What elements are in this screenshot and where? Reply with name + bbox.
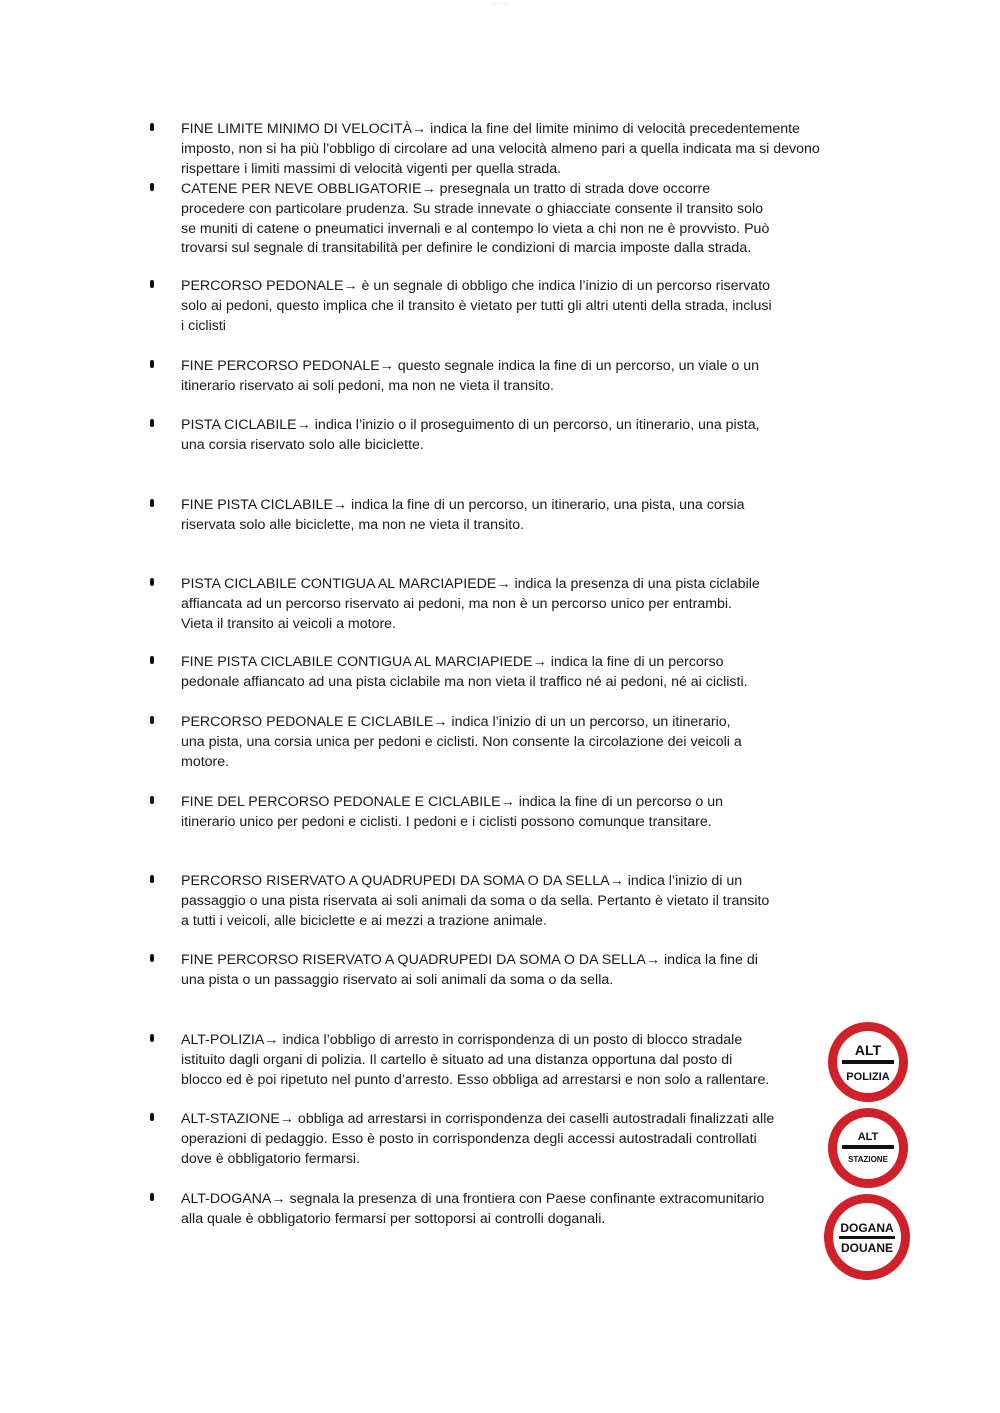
bullet-icon (150, 716, 154, 724)
bullet-icon (150, 1193, 154, 1201)
list-item-text (181, 653, 748, 693)
alt-stazione-top-label: ALT (857, 1131, 879, 1143)
bullet-icon (150, 796, 154, 804)
page-header-mark: - - - - - - (493, 0, 507, 5)
list-item-line: CATENE PER NEVE OBBLIGATORIE→ presegnala un tratto di strada dove occorre (181, 181, 711, 197)
list-item-text (181, 713, 742, 772)
alt-polizia-top-label: ALT (854, 1042, 882, 1058)
list-item-line: rispettare i limiti massimi di velocità vigenti per quella strada. (181, 160, 562, 177)
list-item-line: FINE PISTA CICLABILE→ indica la fine di un percorso, un itinerario, una pista, una corsia (181, 497, 745, 513)
list-item-line: PERCORSO PEDONALE E CICLABILE→ indica l’inizio di un un percorso, un itinerario, (181, 714, 731, 730)
list-item-line: solo ai pedoni, questo implica che il transito è vietato per tutti gli altri utenti della strada, inclusi (181, 297, 772, 314)
bullet-icon (150, 1034, 154, 1042)
list-item-line: alla quale è obbligatorio fermarsi per sottoporsi ai controlli doganali. (181, 1210, 606, 1227)
list-item-line: istituito dagli organi di polizia. Il cartello è situato ad una distanza opportuna dal posto di (181, 1051, 733, 1068)
dogana-douane-sign-icon (822, 1192, 912, 1282)
list-item-line: una corsia riservato solo alle biciclette. (181, 436, 424, 453)
list-item-line: itinerario unico per pedoni e ciclisti. I pedoni e i ciclisti possono comunque transitare. (181, 813, 712, 830)
list-item-line: imposto, non si ha più l’obbligo di circolare ad una velocità almeno pari a quella indicata ma si devono (181, 140, 820, 157)
list-item-line: dove è obbligatorio fermarsi. (181, 1150, 361, 1167)
list-item-text (181, 496, 745, 536)
list-item-text (181, 120, 820, 179)
dogana-top-label: DOGANA (840, 1221, 894, 1235)
list-item-line: itinerario riservato ai soli pedoni, ma non ne vieta il transito. (181, 377, 555, 394)
bullet-icon (150, 499, 154, 507)
list-item-line: PERCORSO RISERVATO A QUADRUPEDI DA SOMA O DA SELLA→ indica l’inizio di un (181, 873, 743, 889)
list-item-text (181, 1110, 774, 1169)
bullet-icon (150, 360, 154, 368)
list-item-line: una pista, una corsia unica per pedoni e ciclisti. Non consente la circolazione dei veicoli a (181, 733, 742, 750)
bullet-icon (150, 656, 154, 664)
list-item-text (181, 416, 760, 456)
bullet-icon (150, 123, 154, 131)
list-item-text (181, 180, 769, 259)
list-item-line: a tutti i veicoli, alle biciclette e ai mezzi a trazione animale. (181, 912, 547, 929)
list-item-text (181, 793, 723, 833)
list-item-line: pedonale affiancato ad una pista ciclabile ma non vieta il traffico né ai pedoni, né ai ciclisti. (181, 673, 748, 690)
bullet-icon (150, 183, 154, 191)
list-item-line: affiancata ad un percorso riservato ai pedoni, ma non è un percorso unico per entrambi. (181, 595, 733, 612)
list-item-line: procedere con particolare prudenza. Su strade innevate o ghiacciate consente il transito solo (181, 200, 764, 217)
list-item-text (181, 951, 758, 991)
list-item-line: passaggio o una pista riservata ai soli animali da soma o da sella. Pertanto è vietato il transito (181, 892, 770, 909)
bullet-icon (150, 954, 154, 962)
list-item-text (181, 357, 759, 397)
list-item-text (181, 1190, 764, 1230)
list-item-text (181, 1031, 769, 1090)
list-item-line: se muniti di catene o pneumatici invernali e al contempo lo vieta a chi non ne è provvisto. Può (181, 220, 770, 237)
list-item-line: PISTA CICLABILE CONTIGUA AL MARCIAPIEDE→ indica la presenza di una pista ciclabile (181, 576, 760, 592)
list-item-line: PERCORSO PEDONALE→ è un segnale di obbligo che indica l’inizio di un percorso riservato (181, 278, 771, 294)
alt-stazione-sign-icon (826, 1106, 910, 1190)
list-item-line: blocco ed è poi ripetuto nel punto d’arresto. Esso obbliga ad arrestarsi e non solo a rallentare. (181, 1071, 770, 1088)
list-item-text (181, 575, 760, 634)
list-item-line: PISTA CICLABILE→ indica l’inizio o il proseguimento di un percorso, un itinerario, una pista, (181, 417, 760, 433)
bullet-icon (150, 280, 154, 288)
list-item-line: motore. (181, 753, 230, 770)
list-item-line: FINE DEL PERCORSO PEDONALE E CICLABILE→ indica la fine di un percorso o un (181, 794, 723, 810)
list-item-line: operazioni di pedaggio. Esso è posto in corrispondenza degli accessi autostradali controllati (181, 1130, 757, 1147)
list-item-line: ALT-STAZIONE→ obbliga ad arrestarsi in corrispondenza dei caselli autostradali finalizzati alle (181, 1111, 775, 1127)
list-item-line: ALT-DOGANA→ segnala la presenza di una frontiera con Paese confinante extracomunitario (181, 1191, 765, 1207)
bullet-icon (150, 419, 154, 427)
list-item-line: FINE PERCORSO PEDONALE→ questo segnale indica la fine di un percorso, un viale o un (181, 358, 760, 374)
list-item-line: una pista o un passaggio riservato ai soli animali da soma o da sella. (181, 971, 614, 988)
dogana-bottom-label: DOUANE (840, 1241, 894, 1255)
alt-stazione-bottom-label: STAZIONE (848, 1155, 888, 1164)
list-item-line: Vieta il transito ai veicoli a motore. (181, 615, 397, 632)
list-item-line: ALT-POLIZIA→ indica l’obbligo di arresto in corrispondenza di un posto di blocco stradale (181, 1032, 743, 1048)
list-item-line: FINE LIMITE MINIMO DI VELOCITÀ→ indica la fine del limite minimo di velocità precedentemente (181, 121, 800, 137)
list-item-text (181, 277, 772, 336)
bullet-icon (150, 578, 154, 586)
list-item-line: i ciclisti (181, 317, 226, 334)
list-item-text (181, 872, 769, 931)
alt-polizia-sign-icon (826, 1020, 910, 1104)
alt-polizia-bottom-label: POLIZIA (846, 1071, 890, 1083)
list-item-line: FINE PERCORSO RISERVATO A QUADRUPEDI DA SOMA O DA SELLA→ indica la fine di (181, 952, 758, 968)
list-item-line: FINE PISTA CICLABILE CONTIGUA AL MARCIAPIEDE→ indica la fine di un percorso (181, 654, 724, 670)
list-item-line: trovarsi sul segnale di transitabilità per definire le condizioni di marcia imposte dalla strada. (181, 240, 752, 257)
bullet-icon (150, 1113, 154, 1121)
list-item-line: riservata solo alle biciclette, ma non ne vieta il transito. (181, 516, 525, 533)
bullet-icon (150, 875, 154, 883)
